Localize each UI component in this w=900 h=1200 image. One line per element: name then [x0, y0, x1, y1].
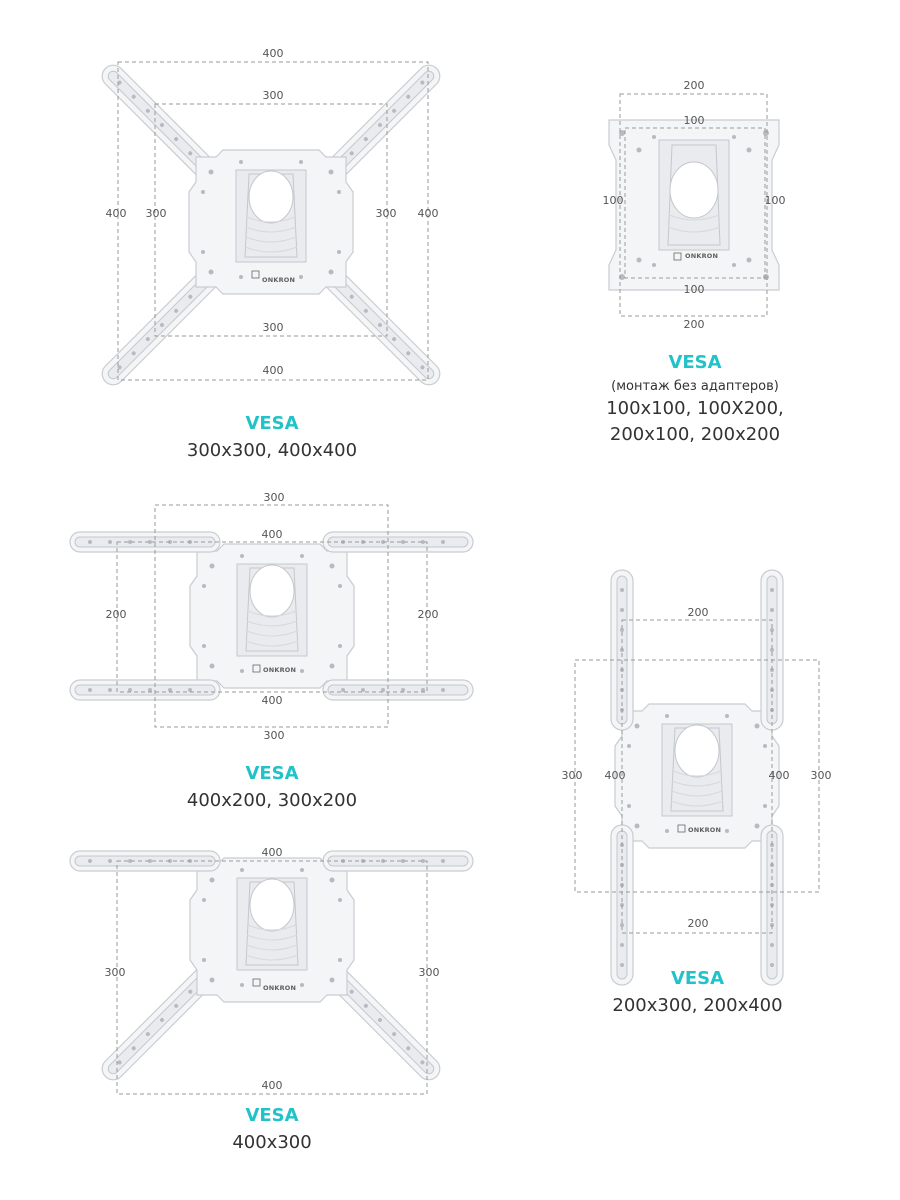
p3-dim-inner-top: 400 — [261, 528, 283, 541]
p4-dim-outer-right: 300 — [810, 769, 832, 782]
caption-sizes: 400x200, 300x200 — [186, 790, 358, 811]
dim-outer-bottom: 400 — [262, 364, 284, 377]
caption-title: VESA — [670, 968, 725, 989]
p5-dim-right: 300 — [418, 966, 440, 979]
p4-dim-top: 200 — [687, 606, 709, 619]
caption-panel-2 — [560, 352, 830, 448]
caption-title: VESA — [668, 352, 722, 373]
caption-title: VESA — [245, 413, 299, 434]
caption-panel-4 — [560, 968, 835, 1019]
p5-dim-left: 300 — [104, 966, 126, 979]
dim-outer-top: 400 — [262, 47, 284, 60]
dim-inner-right: 300 — [375, 207, 397, 220]
caption-sizes-line-2: 200x100, 200x200 — [609, 424, 781, 445]
caption-sizes-line-1: 100x100, 100X200, — [606, 398, 784, 419]
dim-outer-left: 400 — [105, 207, 127, 220]
dim-inner-left: 300 — [145, 207, 167, 220]
dim-inner-top: 300 — [262, 89, 284, 102]
caption-title: VESA — [245, 1105, 299, 1126]
panel-1-mount — [98, 61, 445, 390]
brand-logo-3: ONKRON — [263, 666, 297, 674]
brand-logo-5: ONKRON — [263, 984, 297, 992]
p3-dim-left: 200 — [105, 608, 127, 621]
panel-5-mount — [70, 851, 473, 1094]
caption-title: VESA — [245, 763, 299, 784]
caption-panel-3 — [120, 763, 424, 814]
p2-dim-inner-top: 100 — [683, 114, 705, 127]
p2-dim-inner-bottom: 100 — [683, 283, 705, 296]
brand-logo: ONKRON — [262, 276, 296, 284]
brand-logo-2: ONKRON — [685, 252, 719, 260]
p4-dim-inner-right: 400 — [768, 769, 790, 782]
dim-outer-right: 400 — [417, 207, 439, 220]
p2-dim-right: 100 — [764, 194, 786, 207]
p4-dim-outer-left: 300 — [561, 769, 583, 782]
p2-dim-left: 100 — [602, 194, 624, 207]
caption-sizes: 300x300, 400x400 — [186, 440, 358, 461]
p3-dim-outer-bottom: 300 — [263, 729, 285, 742]
p5-dim-bottom: 400 — [261, 1079, 283, 1092]
caption-sizes: 200x300, 200x400 — [612, 995, 783, 1016]
caption-panel-5 — [120, 1105, 424, 1156]
caption-note: (монтаж без адаптеров) — [611, 379, 779, 394]
caption-panel-1 — [120, 413, 424, 464]
p4-dim-inner-left: 400 — [604, 769, 626, 782]
p2-dim-outer-top: 200 — [683, 79, 705, 92]
p2-dim-outer-bottom: 200 — [683, 318, 705, 331]
p3-dim-outer-top: 300 — [263, 491, 285, 504]
brand-logo-4: ONKRON — [688, 826, 722, 834]
caption-sizes: 400x300 — [232, 1132, 312, 1153]
p3-dim-right: 200 — [417, 608, 439, 621]
p5-dim-top: 400 — [261, 846, 283, 859]
p3-dim-inner-bottom: 400 — [261, 694, 283, 707]
p4-dim-bottom: 200 — [687, 917, 709, 930]
dim-inner-bottom: 300 — [262, 321, 284, 334]
